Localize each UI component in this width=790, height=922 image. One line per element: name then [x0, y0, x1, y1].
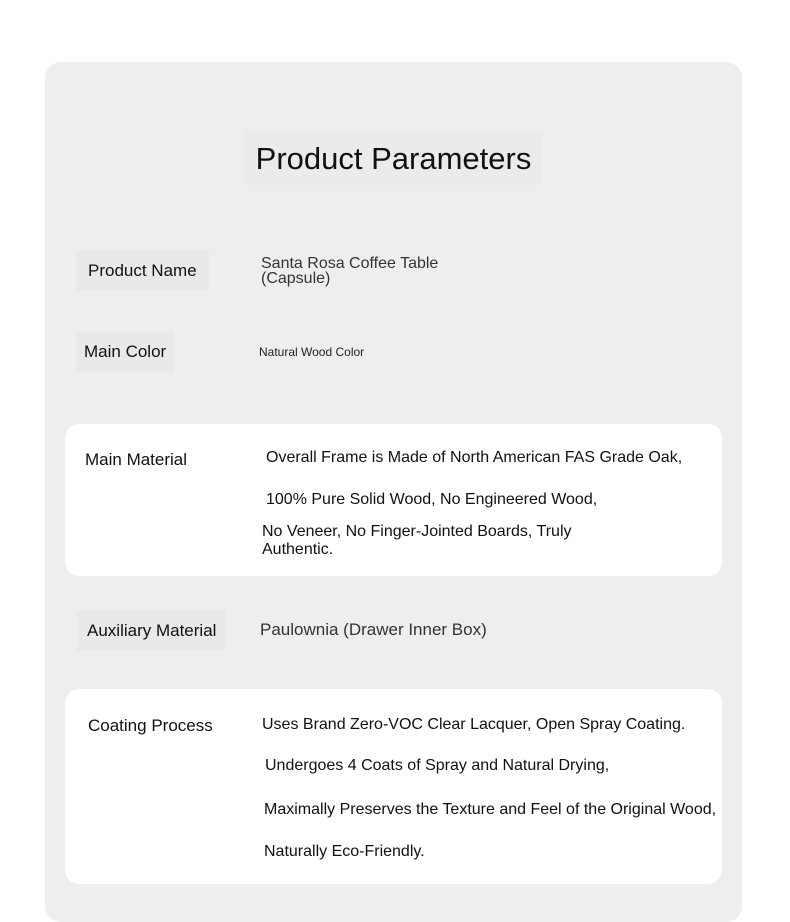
main-material-line: No Veneer, No Finger-Jointed Boards, Truly [262, 523, 572, 540]
coating-process-line: Uses Brand Zero-VOC Clear Lacquer, Open Spray Coating. [262, 716, 686, 733]
main-material-line: Overall Frame is Made of North American FAS Grade Oak, [266, 449, 683, 466]
product-name-value-line2: (Capsule) [261, 270, 331, 287]
coating-process-line: Naturally Eco-Friendly. [264, 843, 425, 860]
main-color-value: Natural Wood Color [259, 345, 365, 359]
auxiliary-material-value: Paulownia (Drawer Inner Box) [260, 620, 487, 639]
coating-process-line: Undergoes 4 Coats of Spray and Natural Drying, [265, 757, 610, 774]
main-color-label: Main Color [76, 332, 174, 372]
main-material-label: Main Material [85, 450, 188, 469]
auxiliary-material-label: Auxiliary Material [77, 611, 226, 651]
product-name-label: Product Name [76, 251, 209, 291]
coating-process-label: Coating Process [88, 716, 213, 735]
page-title: Product Parameters [245, 131, 542, 185]
main-material-line: Authentic. [262, 541, 334, 558]
product-name-value-line1: Santa Rosa Coffee Table [261, 255, 439, 272]
main-material-line: 100% Pure Solid Wood, No Engineered Wood, [266, 491, 598, 508]
coating-process-line: Maximally Preserves the Texture and Feel of the Original Wood, [264, 801, 717, 818]
